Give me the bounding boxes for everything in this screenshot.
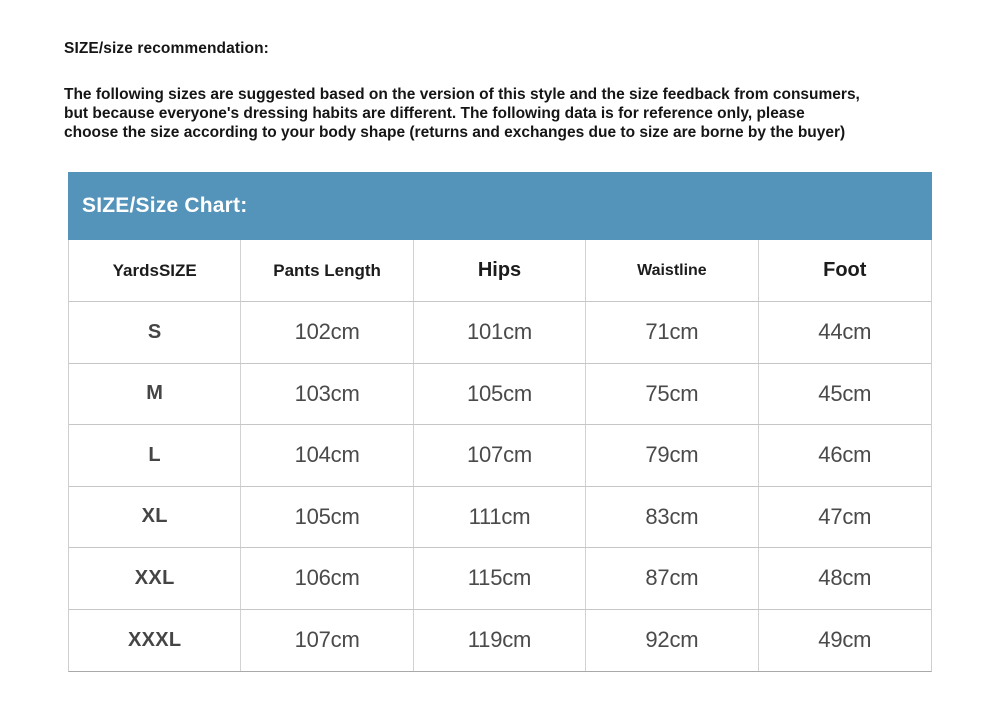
pants-length-value: 102cm [241,302,413,363]
size-label: XXXL [69,610,241,672]
foot-value: 45cm [818,380,872,406]
size-label: XXL [69,548,241,609]
table-row-s [69,302,931,364]
pants-length-value: 104cm [241,425,413,486]
intro-line: The following sizes are suggested based on the version of this style and the size feedback from consumers, [64,86,860,103]
waistline-value: 83cm [586,487,758,548]
pants-length-value: 105cm [241,487,413,548]
hips-value: 115cm [414,548,586,609]
waistline-value: 87cm [586,548,758,609]
intro-line: choose the size according to your body shape (returns and exchanges due to size are borne by the buyer) [64,124,846,141]
column-header-size: YardsSIZE [69,240,241,301]
pants-length-value: 107cm [241,610,413,672]
size-label: S [69,302,241,363]
size-label: L [69,425,241,486]
foot-value: 48cm [818,565,872,591]
waistline-value: 71cm [586,302,758,363]
column-header-waistline: Waistline [586,240,758,301]
size-chart-title: SIZE/Size Chart: [82,194,248,217]
page-title: SIZE/size recommendation: [64,40,269,57]
column-header-foot: Foot [823,259,867,281]
foot-value: 46cm [818,442,872,468]
hips-value: 111cm [414,487,586,548]
table-row-xxxl [69,610,931,672]
intro-line: but because everyone's dressing habits are different. The following data is for reference only, please [64,105,805,122]
waistline-value: 75cm [586,364,758,425]
foot-value: 49cm [818,627,872,653]
pants-length-value: 106cm [241,548,413,609]
pants-length-value: 103cm [241,364,413,425]
waistline-value: 79cm [586,425,758,486]
waistline-value: 92cm [586,610,758,672]
foot-value: 44cm [818,319,872,345]
column-header-hips: Hips [414,240,586,301]
size-label: XL [69,487,241,548]
table-row-xxl [69,548,931,610]
foot-value: 47cm [818,503,872,529]
column-header-pants-length: Pants Length [241,240,413,301]
table-row-l [69,425,931,487]
table-row-xl [69,487,931,549]
size-label: M [69,364,241,425]
intro-paragraph [64,85,954,142]
size-chart-header-band [68,172,932,240]
hips-value: 119cm [414,610,586,672]
table-row-m [69,364,931,426]
table-header-row [69,240,931,302]
hips-value: 101cm [414,302,586,363]
hips-value: 107cm [414,425,586,486]
hips-value: 105cm [414,364,586,425]
size-chart-table [68,240,932,672]
